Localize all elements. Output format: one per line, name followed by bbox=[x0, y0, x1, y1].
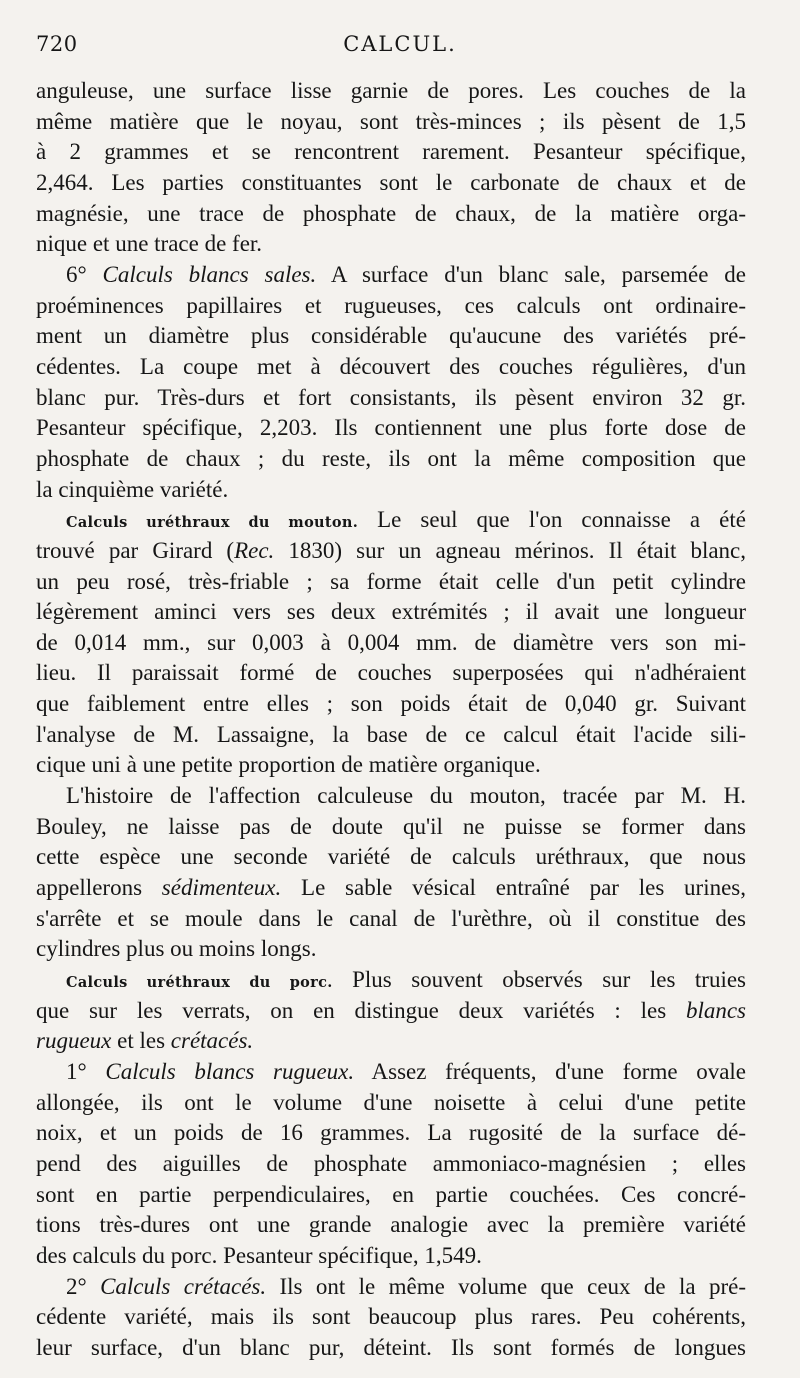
variety-number: 1° bbox=[66, 1059, 87, 1084]
variety-number: 6° bbox=[66, 261, 87, 287]
text-line: légèrement aminci vers ses deux extrémités ; il avait une longueur bbox=[36, 599, 746, 625]
page-header bbox=[36, 32, 764, 62]
text-line: cédentes. La coupe met à découvert des couches régulières, d'un bbox=[36, 353, 746, 379]
text-line: nique et une trace de fer. bbox=[36, 231, 263, 257]
text-line: cique uni à une petite proportion de matière organique. bbox=[36, 752, 541, 778]
text-line: Calculs uréthraux du mouton. Le seul que l'on connaisse a été bbox=[66, 507, 746, 533]
text-line: leur surface, d'un blanc pur, déteint. Ils sont formés de longues bbox=[36, 1334, 746, 1360]
text-line: magnésie, une trace de phosphate de chaux, de la matière orga- bbox=[36, 200, 746, 226]
text-line: pend des aiguilles de phosphate ammoniaco-magnésien ; elles bbox=[36, 1150, 746, 1176]
text-line: lieu. Il paraissait formé de couches superposées qui n'adhéraient bbox=[36, 660, 746, 686]
text-line: que faiblement entre elles ; son poids était de 0,040 gr. Suivant bbox=[36, 691, 746, 717]
body-text bbox=[36, 76, 746, 1364]
text-line: à 2 grammes et se rencontrent rarement. Pesanteur spécifique, bbox=[36, 139, 746, 165]
text-line: de 0,014 mm., sur 0,003 à 0,004 mm. de diamètre vers son mi- bbox=[36, 629, 746, 655]
variety-number: 2° bbox=[66, 1273, 87, 1299]
variety-title: Calculs blancs rugueux. bbox=[105, 1059, 355, 1084]
text-line: appellerons sédimenteux. Le sable vésical entraîné par les urines, bbox=[36, 875, 746, 901]
text-line: 6° Calculs blancs sales. A surface d'un blanc sale, parsemée de bbox=[66, 261, 746, 287]
section-heading: Calculs uréthraux du mouton. bbox=[66, 514, 359, 532]
text-line: Pesanteur spécifique, 2,203. Ils contiennent une plus forte dose de bbox=[36, 415, 746, 441]
text-line: des calculs du porc. Pesanteur spécifique, 1,549. bbox=[36, 1242, 482, 1268]
text-line: L'histoire de l'affection calculeuse du mouton, tracée par M. H. bbox=[66, 783, 746, 809]
section-heading: Calculs uréthraux du porc. bbox=[66, 974, 333, 992]
text-line: ment un diamètre plus considérable qu'aucune des variétés pré- bbox=[36, 323, 746, 349]
text-line: blanc pur. Très-durs et fort consistants, ils pèsent environ 32 gr. bbox=[36, 384, 746, 410]
text-line: anguleuse, une surface lisse garnie de pores. Les couches de la bbox=[36, 78, 746, 103]
text-line: cette espèce une seconde variété de calculs uréthraux, que nous bbox=[36, 844, 746, 870]
text-line: allongée, ils ont le volume d'une noisette à celui d'une petite bbox=[36, 1089, 746, 1115]
text-line: la cinquième variété. bbox=[36, 476, 229, 502]
text-line: rugueux et les crétacés. bbox=[36, 1028, 254, 1054]
text-line: phosphate de chaux ; du reste, ils ont la même composition que bbox=[36, 445, 746, 471]
text-line: un peu rosé, très-friable ; sa forme était celle d'un petit cylindre bbox=[36, 568, 746, 594]
variety-title: Calculs crétacés. bbox=[100, 1273, 267, 1299]
text-line: Calculs uréthraux du porc. Plus souvent observés sur les truies bbox=[66, 967, 746, 993]
page-number: 720 bbox=[36, 32, 78, 56]
text-line: 1° Calculs blancs rugueux. Assez fréquents, d'une forme ovale bbox=[66, 1059, 746, 1084]
text-line: trouvé par Girard (Rec. 1830) sur un agneau mérinos. Il était blanc, bbox=[36, 537, 746, 563]
text-line: même matière que le noyau, sont très-minces ; ils pèsent de 1,5 bbox=[36, 108, 746, 134]
text-line: tions très-dures ont une grande analogie avec la première variété bbox=[36, 1212, 746, 1238]
text-line: cédente variété, mais ils sont beaucoup plus rares. Peu cohérents, bbox=[36, 1304, 746, 1330]
text-line: Bouley, ne laisse pas de doute qu'il ne puisse se former dans bbox=[36, 813, 746, 839]
variety-title: Calculs blancs sales. bbox=[102, 261, 317, 287]
text-line: 2° Calculs crétacés. Ils ont le même volume que ceux de la pré- bbox=[66, 1273, 746, 1299]
text-line: sont en partie perpendiculaires, en partie couchées. Ces concré- bbox=[36, 1181, 746, 1207]
text-line: s'arrête et se moule dans le canal de l'urèthre, où il constitue des bbox=[36, 905, 746, 931]
text-line: l'analyse de M. Lassaigne, la base de ce calcul était l'acide sili- bbox=[36, 721, 746, 747]
text-line: 2,464. Les parties constituantes sont le carbonate de chaux et de bbox=[36, 169, 746, 195]
text-line: que sur les verrats, on en distingue deux variétés : les blancs bbox=[36, 997, 746, 1023]
running-title: CALCUL. bbox=[343, 32, 457, 56]
text-line: proéminences papillaires et rugueuses, ces calculs ont ordinaire- bbox=[36, 292, 746, 318]
text-line: noix, et un poids de 16 grammes. La rugosité de la surface dé- bbox=[36, 1120, 746, 1146]
text-line: cylindres plus ou moins longs. bbox=[36, 936, 317, 962]
